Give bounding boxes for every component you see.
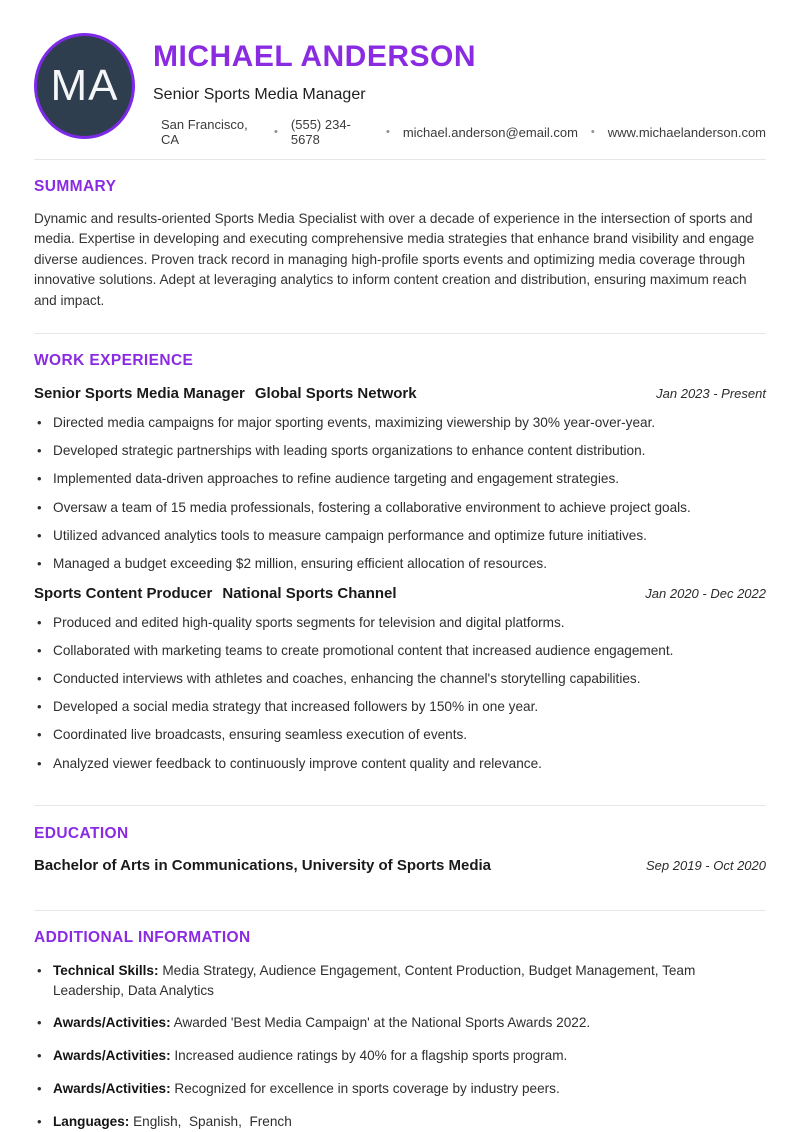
- job-bullet: • Implemented data-driven approaches to refine audience targeting and engagement strategies.: [34, 469, 766, 489]
- education-degree: Bachelor of Arts in Communications, University of Sports Media: [34, 857, 492, 875]
- job-bullet: • Conducted interviews with athletes and coaches, enhancing the channel's storytelling capabilities.: [34, 669, 766, 689]
- work-experience-section: [34, 352, 766, 773]
- info-item-text: Recognized for excellence in sports coverage by industry peers.: [174, 1081, 560, 1097]
- job-header: [34, 385, 766, 402]
- job-bullet: • Oversaw a team of 15 media professionals, fostering a collaborative environment to achieve project goals.: [34, 498, 766, 518]
- education-entry: [34, 857, 766, 874]
- contact-email: michael.anderson@email.com: [402, 124, 578, 140]
- job-bullet: • Analyzed viewer feedback to continuously improve content quality and relevance.: [34, 754, 766, 774]
- additional-information-section: [34, 929, 766, 1131]
- section-divider: [34, 159, 766, 160]
- summary-text: Dynamic and results-oriented Sports Media Specialist with over a decade of experience in the intersection of sports and media. Expertise in developing and executing comprehensive media strategies that enhance brand visibility and engage diverse audiences. Proven track record in managing high-profile sports events and optimizing media coverage through innovative solutions. Adept at leveraging analytics to inform content creation and distribution, ensuring maximum reach and impact.: [34, 211, 758, 308]
- candidate-title: Senior Sports Media Manager: [153, 86, 366, 103]
- job-bullet: • Directed media campaigns for major sporting events, maximizing viewership by 30% year-over-year.: [34, 413, 766, 433]
- job-header: [34, 585, 766, 602]
- info-item: [34, 1046, 766, 1065]
- info-item: [34, 1013, 766, 1032]
- info-item-text: English, Spanish, French: [133, 1114, 292, 1130]
- job-bullet: • Utilized advanced analytics tools to measure campaign performance and optimize future initiatives.: [34, 526, 766, 546]
- candidate-name: MICHAEL ANDERSON: [153, 40, 477, 73]
- info-item-label: Languages:: [53, 1114, 130, 1130]
- info-item-text: Awarded 'Best Media Campaign' at the National Sports Awards 2022.: [173, 1015, 591, 1031]
- contact-location: San Francisco, CA: [161, 117, 248, 147]
- job-bullet: • Produced and edited high-quality sports segments for television and digital platforms.: [34, 613, 766, 633]
- summary-heading: SUMMARY: [34, 178, 117, 195]
- summary-section: [34, 178, 766, 311]
- info-item: [34, 1079, 766, 1098]
- resume-header: [34, 33, 766, 147]
- info-item-label: Awards/Activities:: [53, 1048, 171, 1064]
- education-dates: Sep 2019 - Oct 2020: [646, 858, 766, 874]
- info-item: [34, 1112, 766, 1131]
- avatar: [34, 33, 135, 139]
- job-entry: [34, 585, 766, 774]
- job-title: Senior Sports Media Manager: [34, 385, 245, 403]
- job-bullet: • Developed a social media strategy that increased followers by 150% in one year.: [34, 697, 766, 717]
- info-item-text: Media Strategy, Audience Engagement, Content Production, Budget Management, Team Leadership, Data Analytics: [53, 963, 700, 998]
- job-bullet: • Collaborated with marketing teams to create promotional content that increased audience engagement.: [34, 641, 766, 661]
- education-section: [34, 825, 766, 874]
- job-title: Sports Content Producer: [34, 584, 213, 602]
- section-divider: [34, 910, 766, 911]
- job-company: Global Sports Network: [254, 385, 417, 403]
- info-item-label: Awards/Activities:: [53, 1015, 171, 1031]
- job-company: National Sports Channel: [222, 584, 397, 602]
- avatar-initials: MA: [50, 61, 119, 110]
- info-item-text: Increased audience ratings by 40% for a flagship sports program.: [174, 1048, 568, 1064]
- bullet-separator-icon: •: [385, 125, 390, 138]
- job-bullet: • Developed strategic partnerships with leading sports organizations to enhance content distribution.: [34, 441, 766, 461]
- header-text: [153, 33, 766, 147]
- section-divider: [34, 333, 766, 334]
- job-bullet: • Managed a budget exceeding $2 million, ensuring efficient allocation of resources.: [34, 554, 766, 574]
- contact-website: www.michaelanderson.com: [607, 124, 766, 140]
- job-entry: [34, 385, 766, 574]
- bullet-separator-icon: •: [590, 125, 595, 138]
- info-item: [34, 961, 766, 1000]
- info-item-label: Technical Skills:: [53, 963, 159, 979]
- additional-info-list: [34, 961, 766, 1131]
- bullet-separator-icon: •: [274, 125, 278, 138]
- job-bullet-list: [34, 613, 766, 774]
- education-heading: EDUCATION: [34, 825, 129, 843]
- info-item-label: Awards/Activities:: [53, 1081, 171, 1097]
- job-dates: Jan 2023 - Present: [656, 386, 766, 402]
- contact-row: [161, 117, 766, 147]
- contact-phone: (555) 234-5678: [290, 117, 351, 147]
- work-experience-heading: WORK EXPERIENCE: [34, 352, 194, 370]
- job-bullet: • Coordinated live broadcasts, ensuring seamless execution of events.: [34, 725, 766, 745]
- job-bullet-list: [34, 413, 766, 574]
- section-divider: [34, 805, 766, 806]
- job-dates: Jan 2020 - Dec 2022: [645, 585, 766, 601]
- additional-information-heading: ADDITIONAL INFORMATION: [34, 929, 251, 947]
